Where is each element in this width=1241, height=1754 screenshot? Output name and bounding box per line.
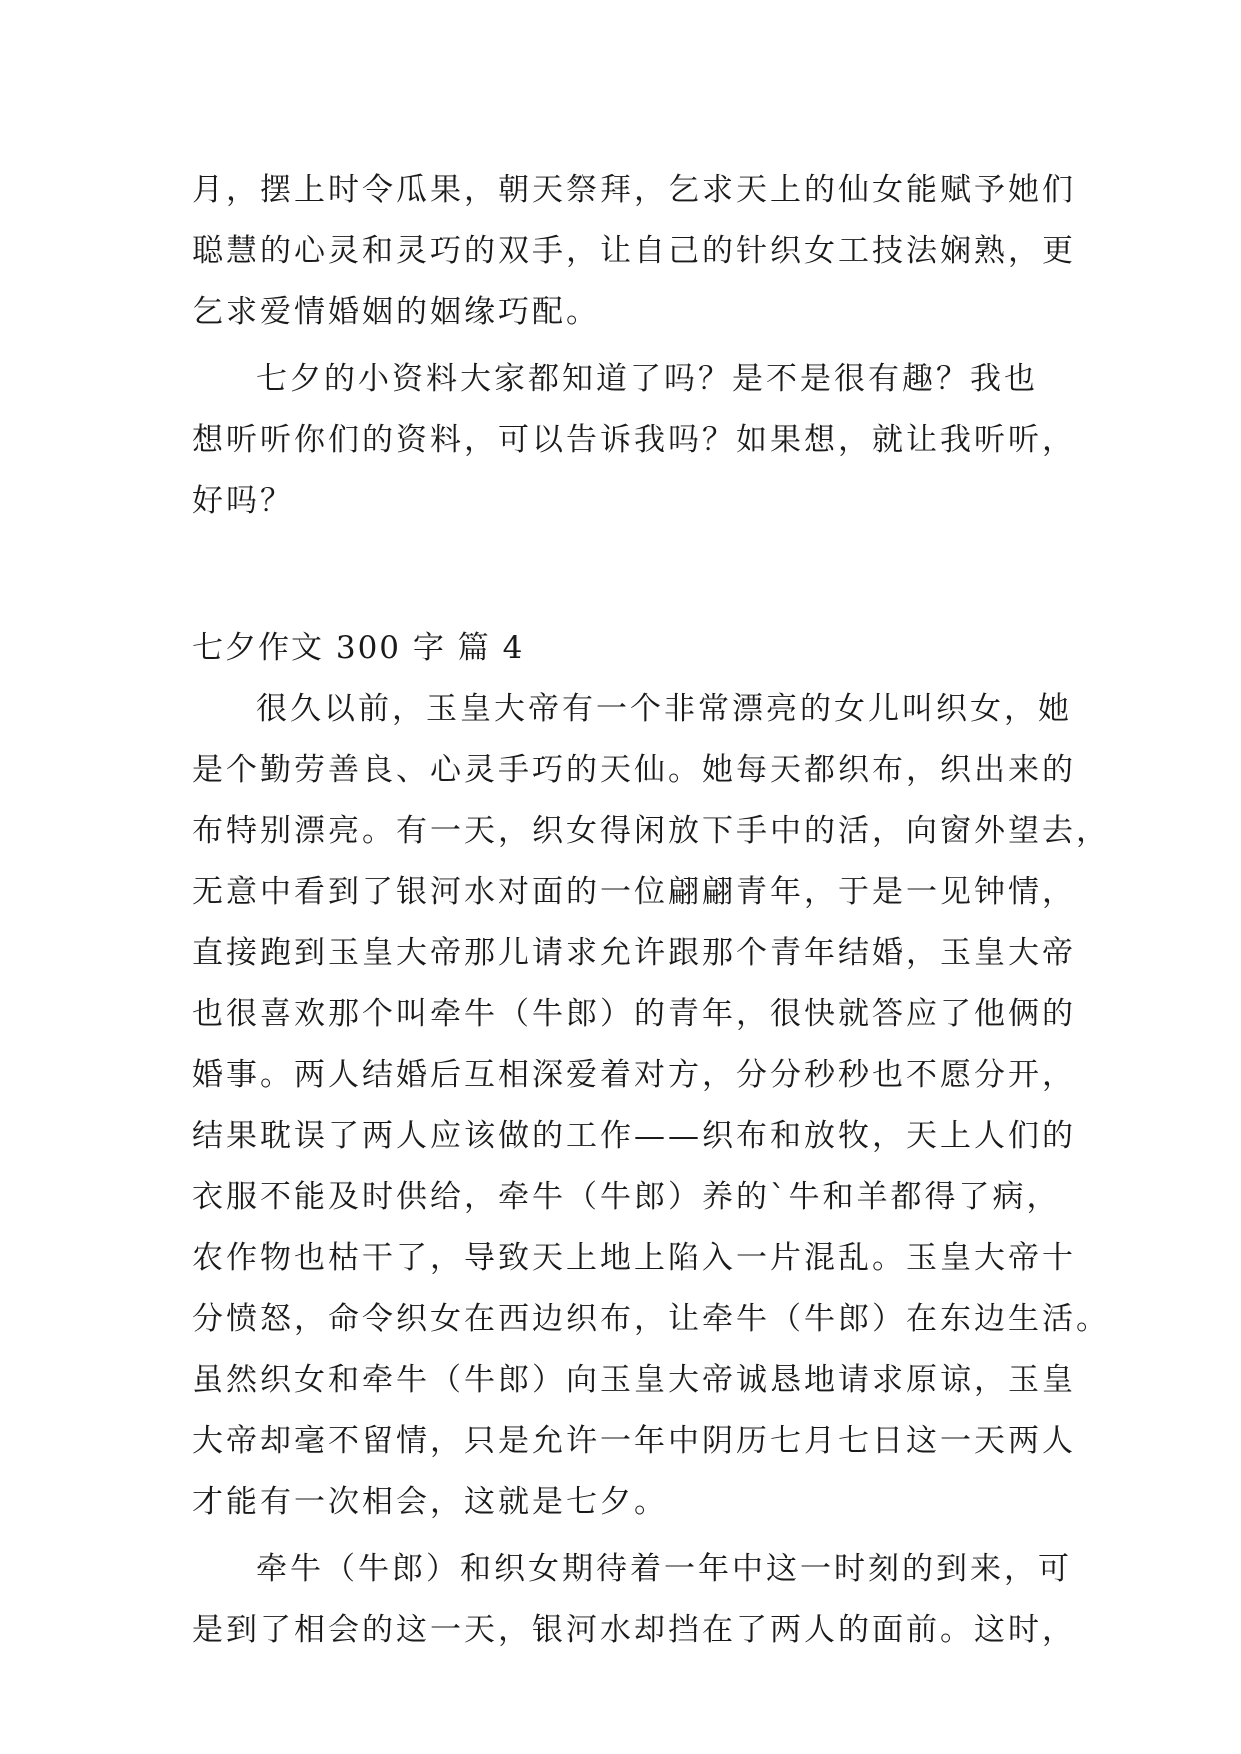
paragraph	[192, 1539, 1076, 1661]
text-line: 想听听你们的资料，可以告诉我吗？如果想，就让我听听，	[192, 422, 1076, 458]
text-line: 很久以前，玉皇大帝有一个非常漂亮的女儿叫织女，她	[256, 691, 1072, 727]
text-line: 是个勤劳善良、心灵手巧的天仙。她每天都织布，织出来的	[192, 752, 1076, 788]
paragraph	[192, 679, 1110, 1533]
text-line: 虽然织女和牵牛（牛郎）向玉皇大帝诚恳地请求原谅，玉皇	[192, 1362, 1076, 1398]
text-line: 也很喜欢那个叫牵牛（牛郎）的青年，很快就答应了他俩的	[192, 996, 1076, 1032]
text-line: 分愤怒，命令织女在西边织布，让牵牛（牛郎）在东边生活。	[192, 1301, 1110, 1337]
text-line: 婚事。两人结婚后互相深爱着对方，分分秒秒也不愿分开，	[192, 1057, 1076, 1093]
document-body	[192, 160, 1110, 1661]
paragraph	[192, 349, 1076, 532]
text-line: 月，摆上时令瓜果，朝天祭拜，乞求天上的仙女能赋予她们	[192, 172, 1076, 208]
text-line: 农作物也枯干了，导致天上地上陷入一片混乱。玉皇大帝十	[192, 1240, 1076, 1276]
text-line: 是到了相会的这一天，银河水却挡在了两人的面前。这时，	[192, 1612, 1076, 1648]
paragraph	[192, 160, 1076, 343]
text-line: 才能有一次相会，这就是七夕。	[192, 1484, 668, 1520]
text-line: 牵牛（牛郎）和织女期待着一年中这一时刻的到来，可	[256, 1551, 1072, 1587]
text-line: 好吗？	[192, 483, 294, 519]
text-line: 直接跑到玉皇大帝那儿请求允许跟那个青年结婚，玉皇大帝	[192, 935, 1076, 971]
text-line: 七夕的小资料大家都知道了吗？是不是很有趣？我也	[256, 361, 1038, 397]
text-line: 布特别漂亮。有一天，织女得闲放下手中的活，向窗外望去，	[192, 813, 1110, 849]
text-line: 无意中看到了银河水对面的一位翩翩青年，于是一见钟情，	[192, 874, 1076, 910]
section-heading: 七夕作文 300 字 篇 4	[192, 630, 525, 666]
text-line: 聪慧的心灵和灵巧的双手，让自己的针织女工技法娴熟，更	[192, 233, 1076, 269]
text-line: 衣服不能及时供给，牵牛（牛郎）养的`牛和羊都得了病，	[192, 1179, 1061, 1215]
text-line: 结果耽误了两人应该做的工作——织布和放牧，天上人们的	[192, 1118, 1076, 1154]
text-line: 乞求爱情婚姻的姻缘巧配。	[192, 294, 600, 330]
text-line: 大帝却毫不留情，只是允许一年中阴历七月七日这一天两人	[192, 1423, 1076, 1459]
